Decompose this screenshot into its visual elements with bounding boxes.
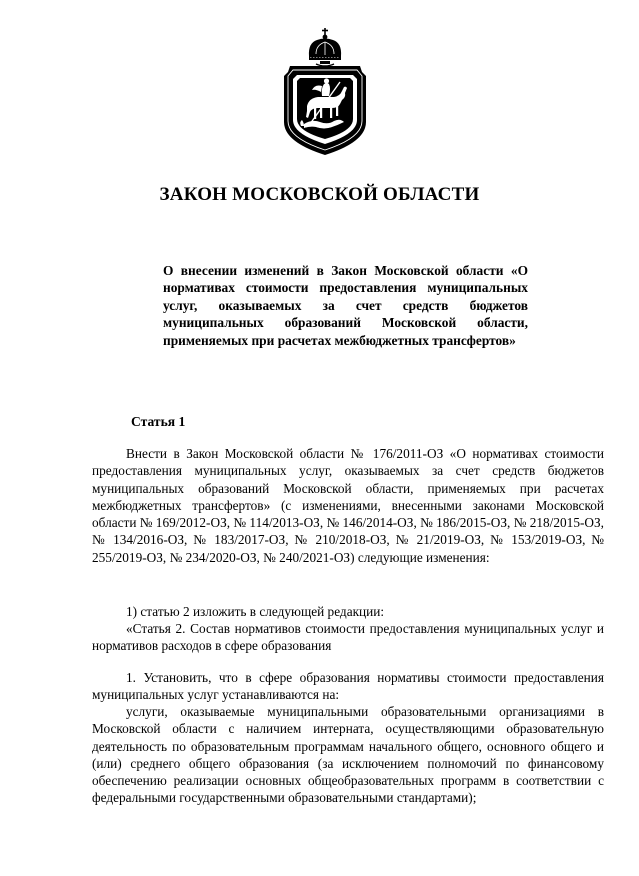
paragraph-article-2: «Статья 2. Состав нормативов стоимости предоставления муниципальных услуг и нормативов расходов в сфере образования — [92, 621, 604, 654]
law-subject: О внесении изменений в Закон Московской области «О нормативах стоимости предоставления муниципальных услуг, оказываемых за счет средств бюджетов муниципальных образований Московской области, применяемых при расчетах межбюджетных трансфертов» — [163, 263, 528, 348]
paragraph-intro: Внести в Закон Московской области № 176/2011-ОЗ «О нормативах стоимости предоставления муниципальных услуг, оказываемых за счет средств бюджетов муниципальных образований Московской области, применяемых при расчетах межбюджетных трансфертов» (с изменениями, внесенными законами Московской области № 169/2012-ОЗ, № 114/2013-ОЗ, № 146/2014-ОЗ, № 186/2015-ОЗ, № 218/2015-ОЗ, № 134/2016-ОЗ, № 183/2017-ОЗ, № 210/2018-ОЗ, № 21/2019-ОЗ, № 153/2019-ОЗ, № 255/2019-ОЗ, № 234/2020-ОЗ, № 240/2021-ОЗ) следующие изменения: — [92, 446, 604, 565]
crown-icon — [309, 28, 341, 66]
coat-of-arms-icon — [282, 26, 368, 158]
paragraph-item-1: 1) статью 2 изложить в следующей редакции: — [126, 604, 385, 619]
paragraph-services: услуги, оказываемые муниципальными образовательными организациями в Московской области с наличием интерната, осуществляющими образовательную деятельность по образовательным программам начального общего, основного общего и (или) среднего общего образования (за исключением полномочий по финансовому обеспечению реализации основных общеобразовательных программ в соответствии с федеральными государственными образовательными стандартами); — [92, 704, 604, 806]
law-title: ЗАКОН МОСКОВСКОЙ ОБЛАСТИ — [159, 184, 480, 205]
paragraph-point-1: 1. Установить, что в сфере образования нормативы стоимости предоставления муниципальных услуг устанавливаются на: — [92, 670, 604, 703]
article-heading: Статья 1 — [131, 414, 186, 429]
